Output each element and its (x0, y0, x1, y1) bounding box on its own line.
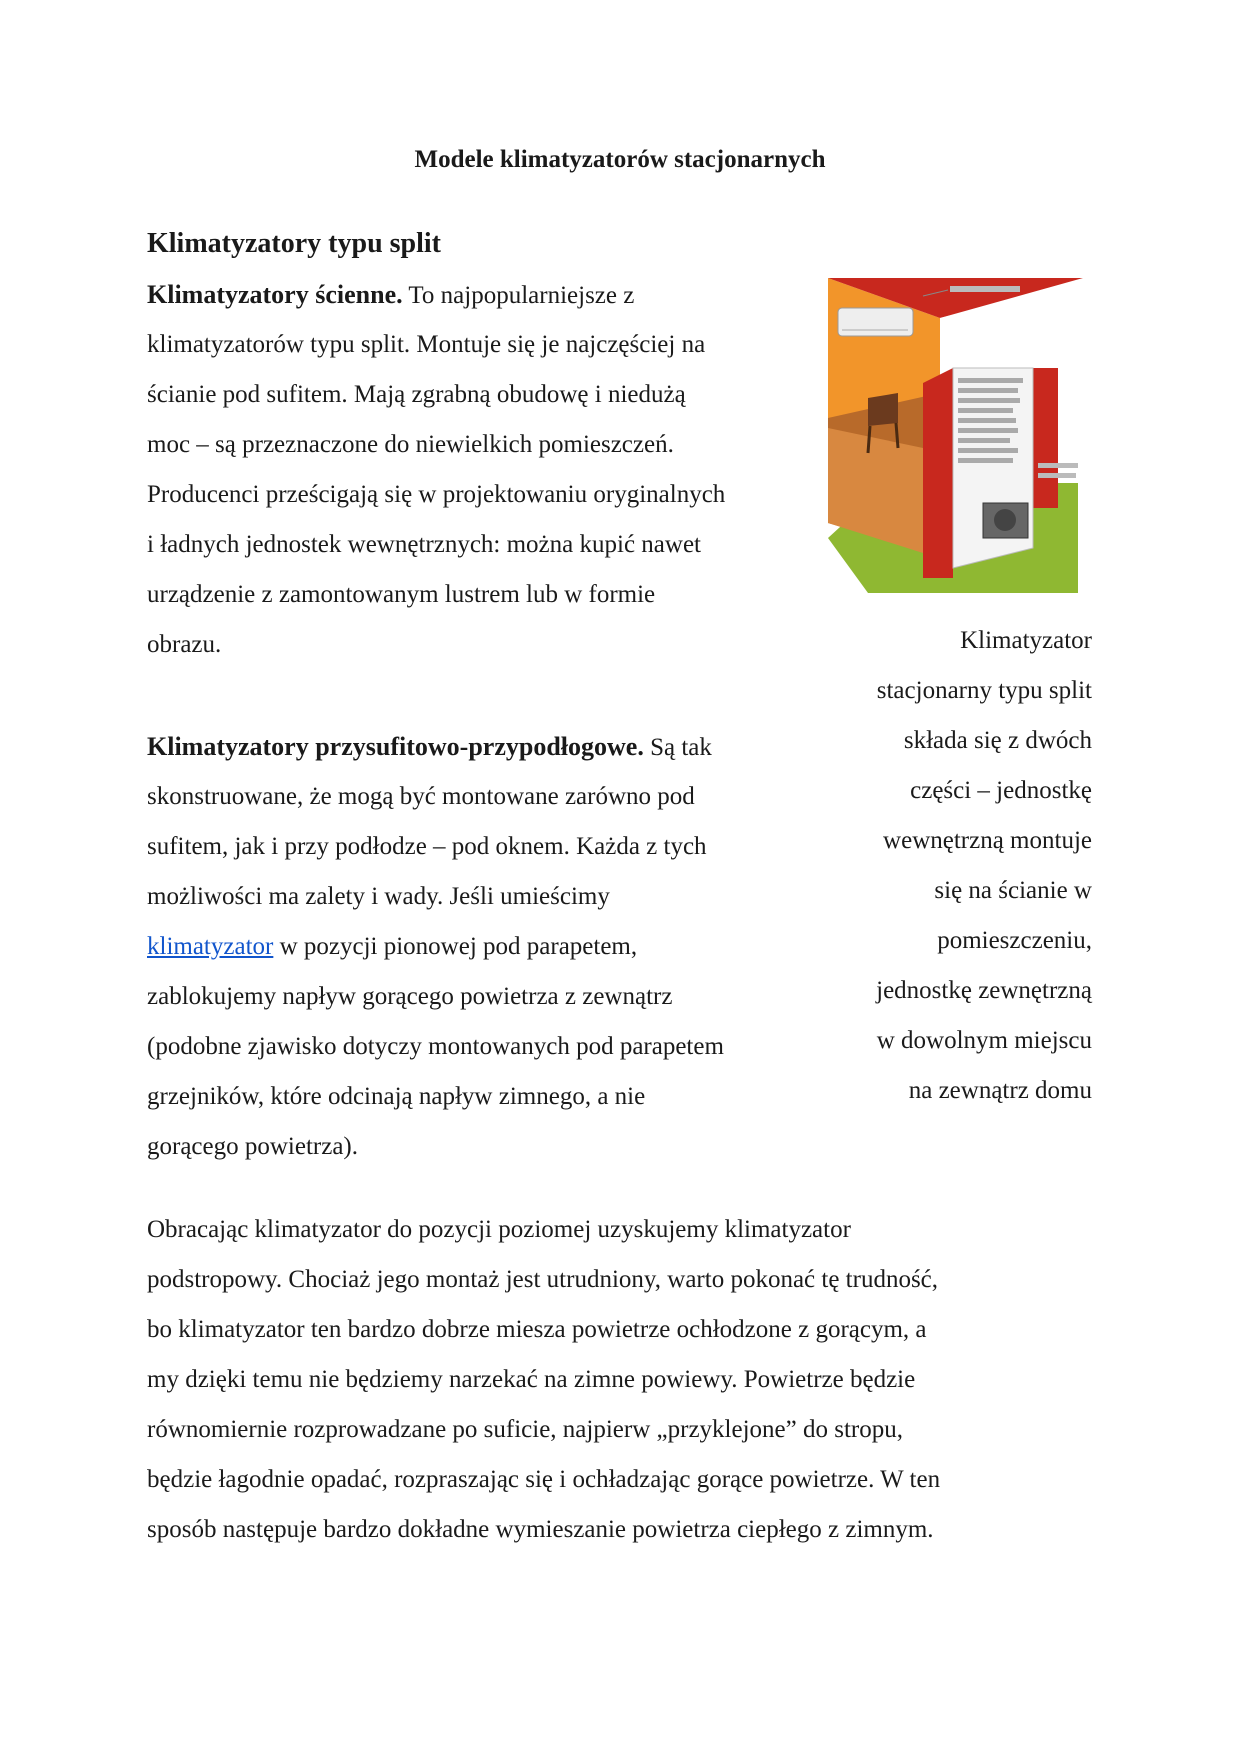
caption-line: na zewnątrz domu (908, 1077, 1092, 1104)
figure-caption (792, 616, 1092, 1116)
text-line: urządzenie z zamontowanym lustrem lub w formie (147, 581, 656, 608)
text-line: grzejników, które odcinają napływ zimnego, a nie (147, 1083, 646, 1110)
caption-line: Klimatyzator (960, 627, 1092, 654)
text-line: klimatyzatorów typu split. Montuje się je najczęściej na (147, 331, 706, 358)
text-line: Obracając klimatyzator do pozycji poziomej uzyskujemy klimatyzator (147, 1216, 851, 1243)
text-fragment: To najpopularniejsze z (402, 282, 635, 309)
text-line (147, 922, 827, 972)
caption-line: się na ścianie w (934, 877, 1092, 904)
text-line: sufitem, jak i przy podłodze – pod oknem. Każda z tych (147, 833, 707, 860)
text-line: gorącego powietrza). (147, 1133, 358, 1160)
klimatyzator-link[interactable]: klimatyzator (147, 933, 274, 960)
text-fragment: Są tak (643, 734, 712, 761)
text-line: moc – są przeznaczone do niewielkich pomieszczeń. (147, 431, 674, 458)
paragraph-ceiling-floor-units (147, 722, 827, 1172)
caption-line: stacjonarny typu split (876, 677, 1092, 704)
text-line: Producenci prześcigają się w projektowaniu oryginalnych (147, 481, 726, 508)
lead-term: Klimatyzatory przysufitowo-przypodłogowe. (147, 732, 644, 761)
lead-term: Klimatyzatory ścienne. (147, 280, 403, 309)
split-air-conditioner-illustration-icon (828, 278, 1083, 593)
text-line: zablokujemy napływ gorącego powietrza z zewnątrz (147, 983, 673, 1010)
text-line: my dzięki temu nie będziemy narzekać na zimne powiewy. Powietrze będzie (147, 1366, 916, 1393)
text-line: i ładnych jednostek wewnętrznych: można kupić nawet (147, 531, 701, 558)
text-line: bo klimatyzator ten bardzo dobrze miesza powietrze ochłodzone z gorącym, a (147, 1316, 927, 1343)
document-title: Modele klimatyzatorów stacjonarnych (414, 146, 826, 173)
text-line: będzie łagodnie opadać, rozpraszając się i ochładzając gorące powietrze. W ten (147, 1466, 941, 1493)
text-line: możliwości ma zalety i wady. Jeśli umieścimy (147, 883, 610, 910)
caption-line: części – jednostkę (910, 777, 1092, 804)
text-line (147, 270, 827, 320)
text-line (147, 722, 827, 772)
text-line: sposób następuje bardzo dokładne wymieszanie powietrza ciepłego z zimnym. (147, 1516, 934, 1543)
caption-line: wewnętrzną montuje (883, 827, 1092, 854)
section-heading: Klimatyzatory typu split (147, 228, 441, 259)
caption-line: pomieszczeniu, (937, 927, 1092, 954)
text-line: równomiernie rozprowadzane po suficie, najpierw „przyklejone” do stropu, (147, 1416, 903, 1443)
text-line: skonstruowane, że mogą być montowane zarówno pod (147, 783, 695, 810)
caption-line: w dowolnym miejscu (876, 1027, 1092, 1054)
paragraph-under-ceiling-units (147, 1205, 1107, 1555)
text-line: ścianie pod sufitem. Mają zgrabną obudowę i niedużą (147, 381, 686, 408)
paragraph-wall-units (147, 270, 827, 670)
text-line: obrazu. (147, 631, 222, 658)
caption-line: składa się z dwóch (903, 727, 1092, 754)
text-line: podstropowy. Chociaż jego montaż jest utrudniony, warto pokonać tę trudność, (147, 1266, 939, 1293)
caption-line: jednostkę zewnętrzną (876, 977, 1092, 1004)
text-line: (podobne zjawisko dotyczy montowanych pod parapetem (147, 1033, 724, 1060)
text-fragment: w pozycji pionowej pod parapetem, (273, 933, 638, 960)
